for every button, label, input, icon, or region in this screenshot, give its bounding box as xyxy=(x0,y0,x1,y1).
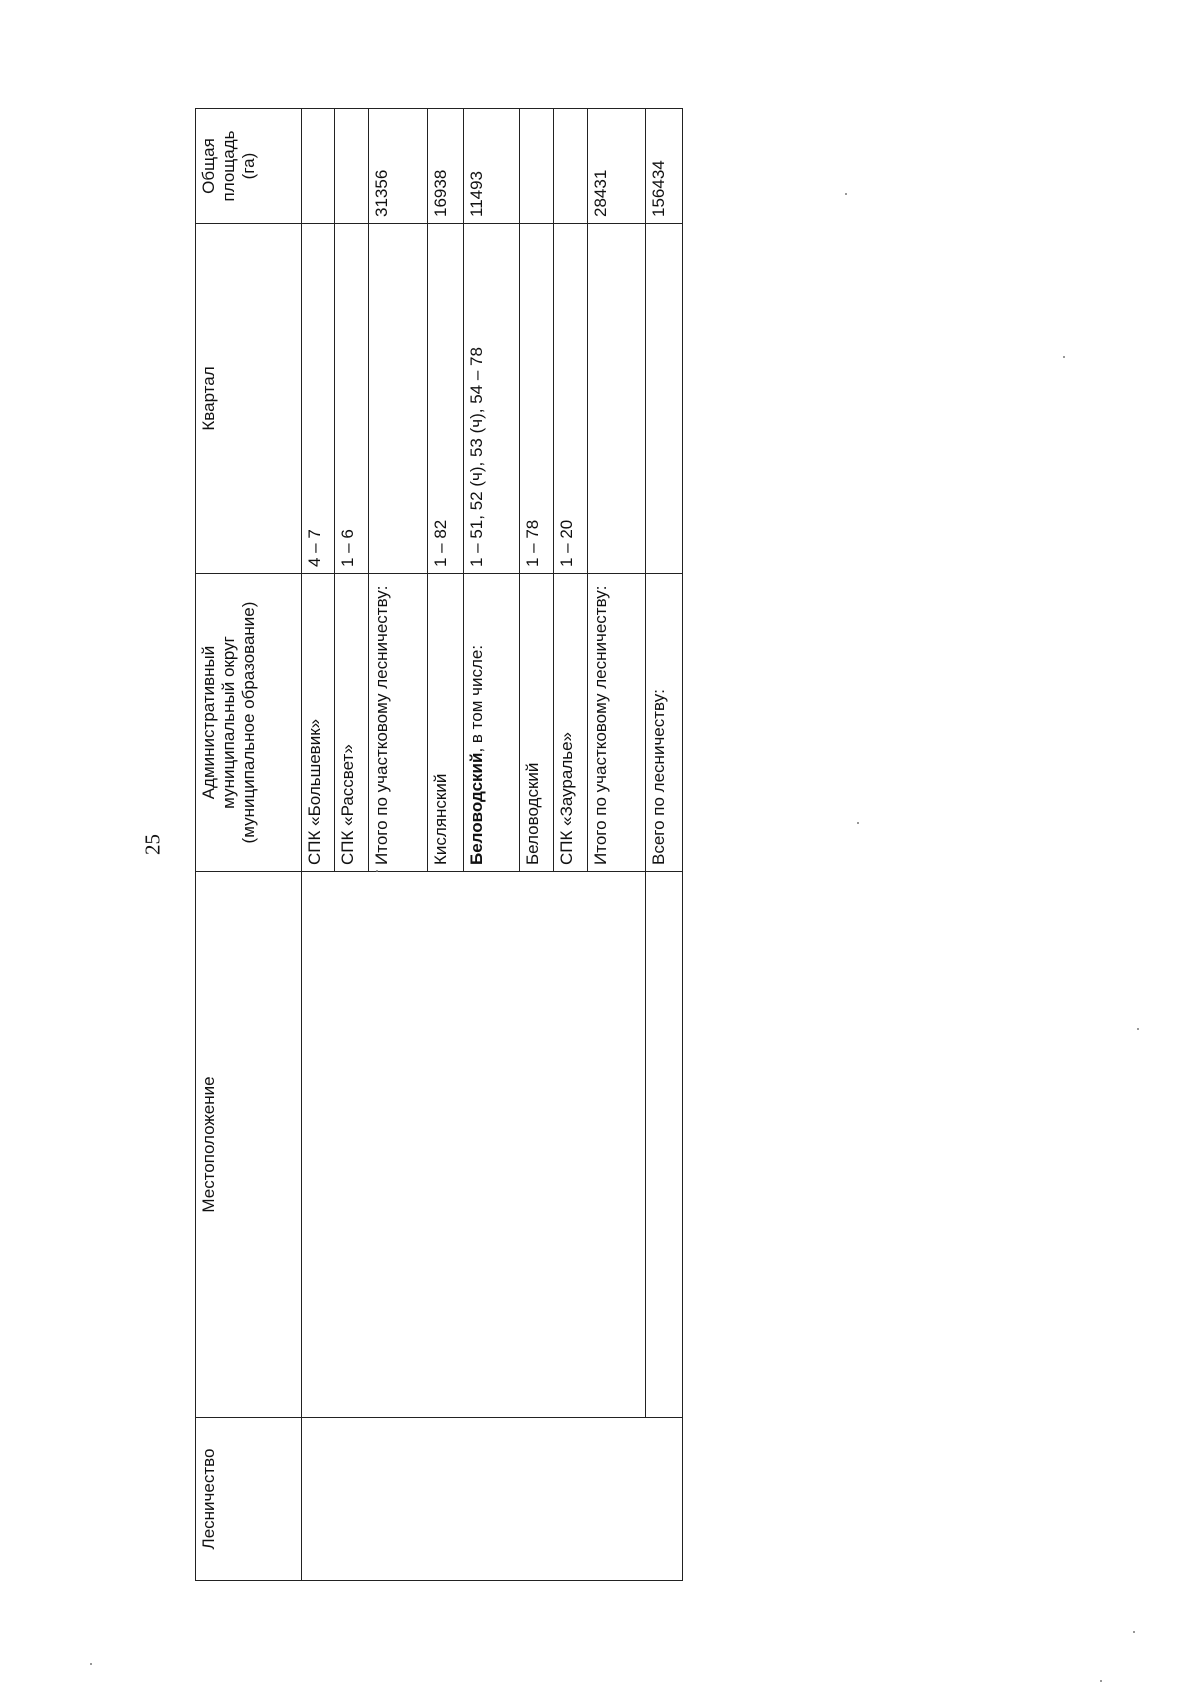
scan-speck xyxy=(1100,1680,1102,1682)
quarter-cell xyxy=(369,224,427,574)
table-row xyxy=(646,109,683,1581)
header-location: Местоположение xyxy=(196,872,302,1418)
quarter-cell: 1 – 6 xyxy=(335,224,369,574)
district-cell: Всего по лесничеству: xyxy=(646,574,683,872)
district-cell xyxy=(463,574,519,872)
location-cell xyxy=(646,872,683,1418)
header-forestry: Лесничество xyxy=(196,1418,302,1581)
quarter-cell: 4 – 7 xyxy=(301,224,335,574)
scan-speck xyxy=(1133,1631,1135,1633)
quarter-cell: 1 – 20 xyxy=(553,224,587,574)
page-number: 25 xyxy=(140,834,165,855)
scan-speck xyxy=(90,1663,92,1665)
area-cell: 156434 xyxy=(646,109,683,224)
forestry-table xyxy=(195,108,683,1581)
table-header-row xyxy=(196,109,302,1581)
quarter-cell: 1 – 78 xyxy=(519,224,553,574)
district-cell: СПК «Большевик» xyxy=(301,574,335,872)
district-name-rest: , в том числе: xyxy=(466,644,486,753)
scan-speck xyxy=(857,822,859,824)
area-cell xyxy=(301,109,335,224)
location-cell xyxy=(301,872,645,1418)
table-row xyxy=(301,109,335,1581)
quarter-cell: 1 – 82 xyxy=(427,224,463,574)
header-quarter: Квартал xyxy=(196,224,302,574)
district-name-bold: Беловодский xyxy=(466,752,486,865)
area-cell xyxy=(519,109,553,224)
header-district: Административный муниципальный округ (муниципальное образование) xyxy=(196,574,302,872)
district-cell: Итого по участковому лесничеству: xyxy=(369,574,427,872)
scan-speck xyxy=(1137,1028,1139,1030)
quarter-cell: 1 – 51, 52 (ч), 53 (ч), 54 – 78 xyxy=(463,224,519,574)
district-cell: СПК «Рассвет» xyxy=(335,574,369,872)
area-cell xyxy=(553,109,587,224)
district-cell: Кислянский xyxy=(427,574,463,872)
quarter-cell xyxy=(587,224,645,574)
scan-speck xyxy=(1063,356,1065,358)
area-cell xyxy=(335,109,369,224)
district-cell: Беловодский xyxy=(519,574,553,872)
area-cell: 31356 xyxy=(369,109,427,224)
quarter-cell xyxy=(646,224,683,574)
forestry-cell xyxy=(301,1418,682,1581)
district-cell: СПК «Зауралье» xyxy=(553,574,587,872)
header-area: Общая площадь (га) xyxy=(196,109,302,224)
area-cell: 16938 xyxy=(427,109,463,224)
scan-speck xyxy=(376,870,378,872)
district-cell: Итого по участковому лесничеству: xyxy=(587,574,645,872)
scan-speck xyxy=(845,193,847,195)
rotated-table-wrapper xyxy=(195,109,683,1581)
area-cell: 28431 xyxy=(587,109,645,224)
area-cell: 11493 xyxy=(463,109,519,224)
